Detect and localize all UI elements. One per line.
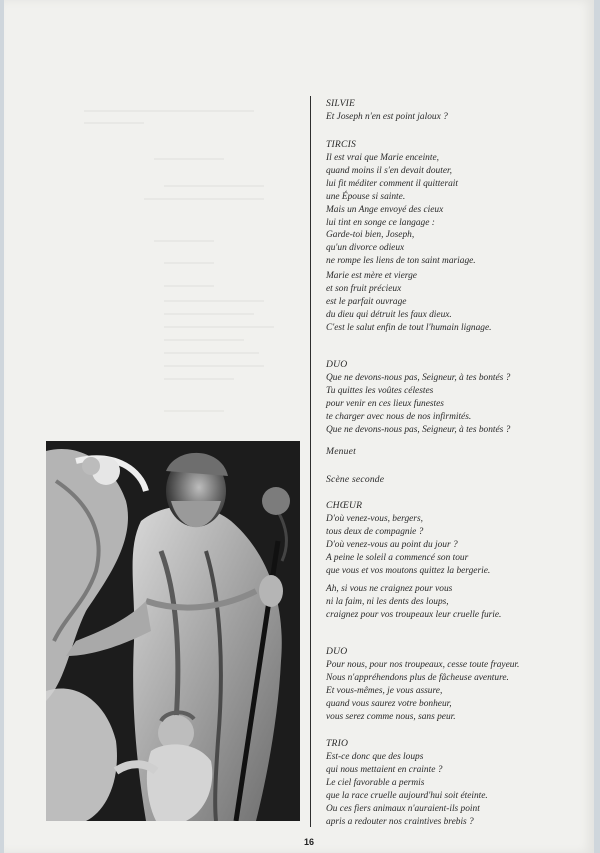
verse-line: que vous et vos moutons quittez la bergerie. (326, 565, 491, 576)
verse-line: tous deux de compagnie ? (326, 526, 424, 537)
speaker-heading-menuet: Menuet (326, 446, 356, 457)
verse-line: Est-ce donc que des loups (326, 752, 424, 762)
verse-line: quand moins il s'en devait douter, (326, 165, 452, 176)
verse-line: ne rompe les liens de ton saint mariage. (326, 256, 476, 267)
verse-line: est le parfait ouvrage (326, 296, 407, 307)
speaker-heading-silvie: SILVIE (326, 98, 356, 109)
nativity-figure-photo (46, 441, 300, 821)
verse-line: te charger avec nous de nos infirmités. (326, 411, 472, 422)
verse-line: du dieu qui détruit les faux dieux. (326, 309, 452, 320)
verse-line: et son fruit précieux (326, 283, 402, 294)
verse-line: Pour nous, pour nos troupeaux, cesse toute frayeur. (326, 660, 520, 670)
verse-line: Tu quittes les voûtes célestes (326, 385, 434, 396)
speaker-heading-trio: TRIO (326, 738, 349, 749)
verse-line: Le ciel favorable a permis (326, 777, 425, 788)
verse-line: qu'un divorce odieux (326, 243, 405, 254)
verse-line: lui fit méditer comment il quitterait (326, 178, 459, 189)
speaker-heading-choeur: CHŒUR (326, 500, 363, 511)
verse-line: Et vous-mêmes, je vous assure, (326, 685, 443, 696)
verse-line: Garde-toi bien, Joseph, (326, 230, 415, 241)
verse-line: Il est vrai que Marie enceinte, (326, 153, 439, 163)
speaker-heading-duo2: DUO (326, 646, 348, 657)
speaker-heading-tircis: TIRCIS (326, 139, 356, 150)
verse-line: qui nous mettaient en crainte ? (326, 764, 443, 775)
book-page (4, 0, 594, 853)
verse-line: pour venir en ces lieux funestes (326, 398, 444, 409)
verse-line: quand vous saurez votre bonheur, (326, 698, 452, 709)
verse-line: A peine le soleil a commencé son tour (326, 552, 469, 563)
speaker-heading-duo1: DUO (326, 359, 348, 370)
verse-line: lui tint en songe ce langage : (326, 217, 435, 228)
verse-line: apris a redouter nos craintives brebis ? (326, 816, 474, 827)
verse-line: Que ne devons-nous pas, Seigneur, à tes bontés ? (326, 373, 511, 383)
verse-line: Mais un Ange envoyé des cieux (326, 204, 444, 215)
verse-line: Et Joseph n'en est point jaloux ? (326, 112, 448, 122)
verse-line: ni la faim, ni les dents des loups, (326, 596, 449, 607)
verse-line: Marie est mère et vierge (326, 271, 417, 281)
verse-line: D'où venez-vous au point du jour ? (326, 539, 458, 550)
verse-line: vous serez comme nous, sans peur. (326, 711, 456, 722)
verse-line: Nous n'appréhendons plus de fâcheuse aventure. (326, 672, 509, 683)
speaker-heading-scene: Scène seconde (326, 474, 385, 485)
verse-line: D'où venez-vous, bergers, (326, 514, 423, 524)
verse-line: une Épouse si sainte. (326, 191, 406, 202)
page-number: 16 (304, 837, 315, 847)
column-rule (310, 96, 311, 827)
verse-line: C'est le salut enfin de tout l'humain lignage. (326, 322, 492, 333)
verse-line: Ou ces fiers animaux n'auraient-ils point (326, 803, 480, 814)
verse-line: Ah, si vous ne craignez pour vous (326, 584, 453, 594)
verse-line: Que ne devons-nous pas, Seigneur, à tes bontés ? (326, 424, 511, 435)
verse-line: craignez pour vos troupeaux leur cruelle furie. (326, 609, 502, 620)
show-through-text (44, 110, 294, 430)
verse-line: que la race cruelle aujourd'hui soit éteinte. (326, 790, 488, 801)
